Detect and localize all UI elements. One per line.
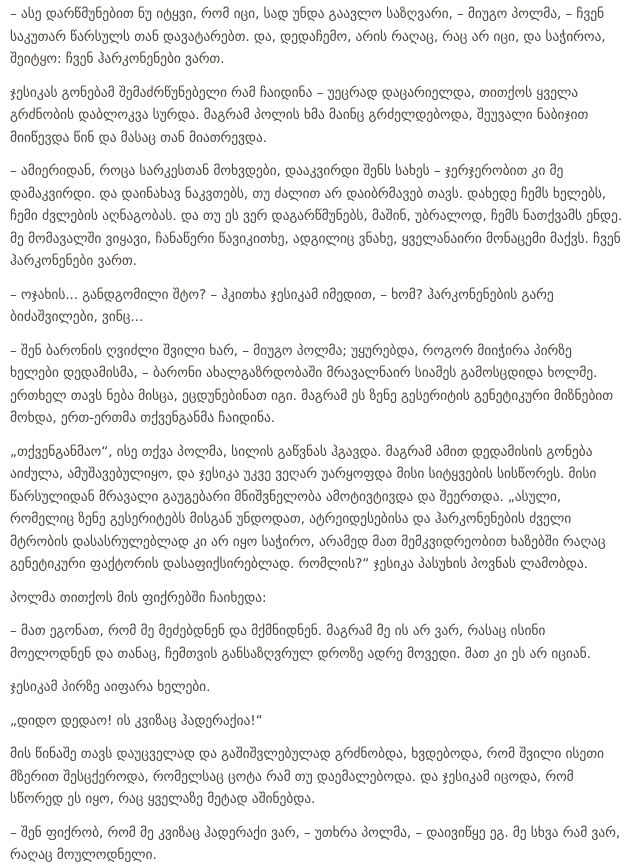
paragraph: ჯესიკამ პირზე აიფარა ხელები. xyxy=(10,679,211,695)
paragraph: მის წინაშე თავს დაუცველად და გაშიშვლებულად გრძნობდა, ხვდებოდა, რომ შვილი ისეთი მზერით შესცქეროდა, რომელსაც ცოტა რამ თუ დაემალებოდა. და ჯესიკამ იცოდა, რომ სწორედ ეს იყო, რაც ყველაზე მეტად აშინებდა. xyxy=(10,746,604,807)
paragraph: – ამიერიდან, როცა სარკესთან მოხვდები, დააკვირდი შენს სახეს – ჯერჯერობით კი მე დამაკვირდი. და დაინახავ ნაკვთებს, თუ ძალით არ დაიბრმავებ თავს. დახედე ჩემს ხელებს, ჩემი ძვლების აღნაგობას. და თუ ეს ვერ დაგარწმუნებს, მაშინ, უბრალოდ, ჩემს ნათქვამს ენდე. მე მომავალში ვიყავი, ჩანაწერი წავიკითხე, ადგილიც ვნახე, ყველანაირი მონაცემი მაქვს. ჩვენ ჰარკონენები ვართ. xyxy=(10,163,623,269)
paragraph: – მათ ეგონათ, რომ მე მეძებდნენ და მქმნიდნენ. მაგრამ მე ის არ ვარ, რასაც ისინი მოელოდნენ და თანაც, ჩემთვის განსაზღვრულ დროზე ადრე მოვედი. მათ კი ეს არ იციან. xyxy=(10,623,591,662)
paragraph: პოლმა თითქოს მის ფიქრებში ჩაიხედა: xyxy=(10,589,267,606)
paragraph: – შენ ბარონის ღვიძლი შვილი ხარ, – მიუგო პოლმა; უყურებდა, როგორ მიიჭირა პირზე ხელები დედამისმა, – ბარონი ახალგაზრდობაში მრავალნაირ სიამეს გამოსცდიდა ხოლმე. ერთხელ თავს ნება მისცა, ეცდუნებინათ იგი. მაგრამ ეს ზენე გესერიტის გენეტიკური მიზნებით მოხდა, ერთ-ერთმა თქვენგანმა ჩაიდინა. xyxy=(10,342,613,426)
paragraph: „დიდო დედაო! ის კვიზაც ჰადერაქია!“ xyxy=(10,712,263,729)
paragraph: „თქვენგანმაო“, ისე თქვა პოლმა, სილის გაწვნას ჰგავდა. მაგრამ ამით დედამისის გონება აიძულა, ამუშავებულიყო, და ჯესიკა უკვე ვეღარ უარყოფდა მისი სიტყვების სისწორეს. მისი წარსულიდან მრავალი გაუგებარი მნიშვნელობა ამოტივტივდა და შეერთდა. „ასული, რომელიც ზენე გესერიტებს მისგან უნდოდათ, ატრეიდესებისა და ჰარკონენების ძველი მტრობის დასასრულებლად კი არ იყო საჭირო, არამედ მათ მემკვიდრეობით ხაზებში რაღაც გენეტიკური ფაქტორის დასაფიქსირებლად. რომლის?“ ჯესიკა პასუხის პოვნას ლამობდა. xyxy=(10,443,606,572)
paragraph: ჯესიკას გონებამ შემაძრწუნებელი რამ ჩაიდინა – უეცრად დაცარიელდა, თითქოს ყველა გრძნობის დაბლოკვა სურდა. მაგრამ პოლის ხმა მაინც გრძელდებოდა, შეუვალი ნაბიჯით მიიწევდა წინ და მასაც თან მიათრევდა. xyxy=(10,84,589,146)
paragraph: – შენ ფიქრობ, რომ მე კვიზაც ჰადერაქი ვარ, – უთხრა პოლმა, – დაივიწყე ეგ. მე სხვა რამ ვარ, რაღაც მოულოდნელი. xyxy=(10,824,621,863)
paragraph: – ოჯახის... განდგომილი შტო? – ჰკითხა ჯესიკამ იმედით, – ხომ? ჰარკონენების გარე ბიძაშვილები, ვინც... xyxy=(10,286,554,325)
paragraph: – ასე დარწმუნებით ნუ იტყვი, რომ იცი, სად უნდა გაავლო საზღვარი, – მიუგო პოლმა, – ჩვენ საკუთარ წარსულს თან დავატარებთ. და, დედაჩემო, არის რაღაც, რაც არ იცი, და საჭიროა, შეიტყო: ჩვენ ჰარკონენები ვართ. xyxy=(10,6,606,67)
